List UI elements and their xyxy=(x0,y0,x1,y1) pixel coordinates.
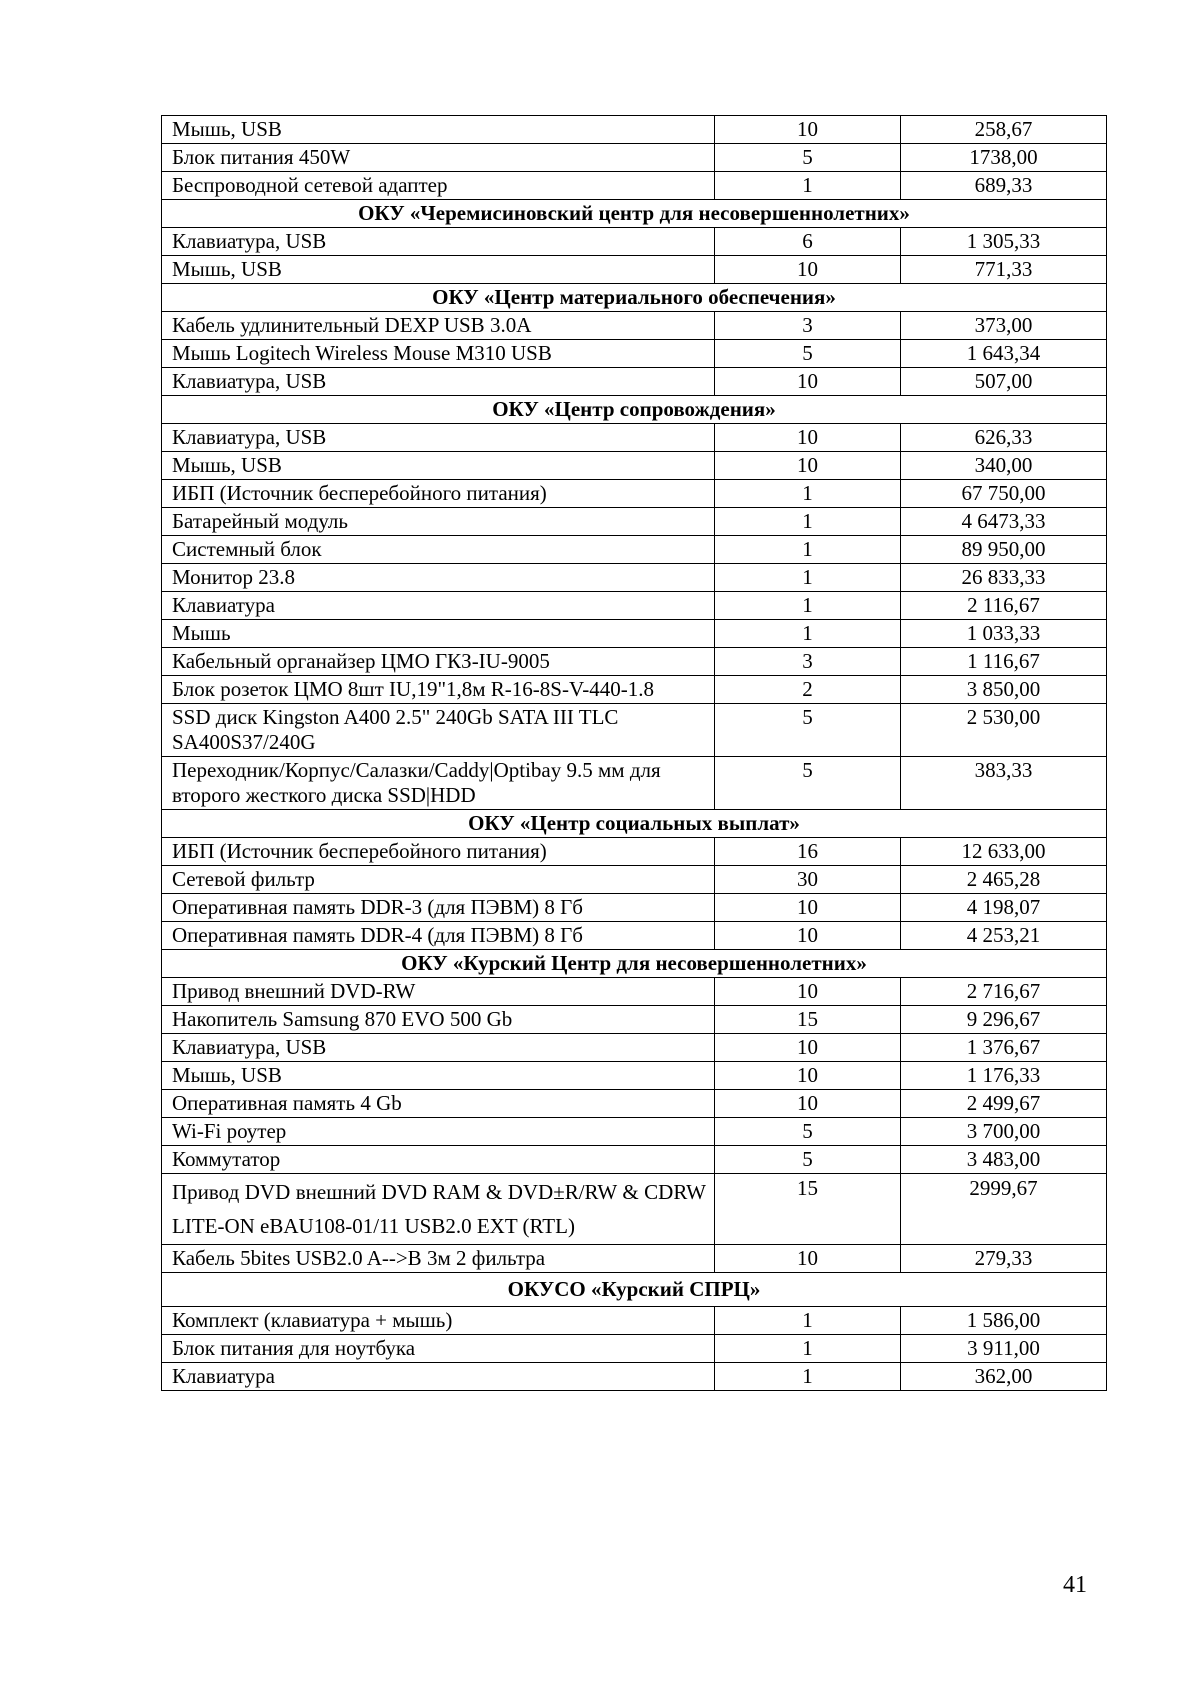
item-quantity-cell: 5 xyxy=(715,340,901,368)
table-row xyxy=(162,838,1107,866)
item-quantity-cell: 1 xyxy=(715,592,901,620)
table-row xyxy=(162,340,1107,368)
item-price-cell: 4 198,07 xyxy=(901,894,1107,922)
item-quantity-cell: 1 xyxy=(715,1307,901,1335)
item-price-cell: 9 296,67 xyxy=(901,1006,1107,1034)
section-header-row xyxy=(162,1273,1107,1307)
table-row xyxy=(162,1146,1107,1174)
item-quantity-cell: 1 xyxy=(715,172,901,200)
item-name-cell: Привод DVD внешний DVD RAM & DVD±R/RW & CDRW LITE-ON eBAU108-01/11 USB2.0 EXT (RTL) xyxy=(162,1174,715,1245)
table-row xyxy=(162,1245,1107,1273)
item-price-cell: 1 116,67 xyxy=(901,648,1107,676)
item-name-cell: Блок питания для ноутбука xyxy=(162,1335,715,1363)
item-price-cell: 26 833,33 xyxy=(901,564,1107,592)
item-price-cell: 1 376,67 xyxy=(901,1034,1107,1062)
item-quantity-cell: 10 xyxy=(715,922,901,950)
item-price-cell: 2 116,67 xyxy=(901,592,1107,620)
table-row xyxy=(162,1307,1107,1335)
item-name-cell: Клавиатура, USB xyxy=(162,228,715,256)
item-price-cell: 4 6473,33 xyxy=(901,508,1107,536)
section-title: ОКУ «Центр сопровождения» xyxy=(162,396,1107,424)
item-price-cell: 89 950,00 xyxy=(901,536,1107,564)
table-row xyxy=(162,978,1107,1006)
item-quantity-cell: 10 xyxy=(715,256,901,284)
item-quantity-cell: 10 xyxy=(715,1245,901,1273)
item-price-cell: 3 700,00 xyxy=(901,1118,1107,1146)
item-quantity-cell: 5 xyxy=(715,757,901,810)
item-quantity-cell: 15 xyxy=(715,1006,901,1034)
item-name-cell: SSD диск Kingston A400 2.5" 240Gb SATA III TLC SA400S37/240G xyxy=(162,704,715,757)
item-price-cell: 626,33 xyxy=(901,424,1107,452)
section-header-row xyxy=(162,810,1107,838)
item-price-cell: 1 176,33 xyxy=(901,1062,1107,1090)
item-name-cell: Переходник/Корпус/Салазки/Caddy|Optibay 9.5 мм для второго жесткого диска SSD|HDD xyxy=(162,757,715,810)
item-name-cell: Клавиатура xyxy=(162,1363,715,1391)
item-name-cell: Клавиатура, USB xyxy=(162,424,715,452)
table-row xyxy=(162,1090,1107,1118)
section-title: ОКУ «Центр материального обеспечения» xyxy=(162,284,1107,312)
item-name-cell: Беспроводной сетевой адаптер xyxy=(162,172,715,200)
item-quantity-cell: 10 xyxy=(715,368,901,396)
item-name-cell: Оперативная память DDR-3 (для ПЭВМ) 8 Гб xyxy=(162,894,715,922)
item-name-cell: Мышь, USB xyxy=(162,116,715,144)
item-price-cell: 279,33 xyxy=(901,1245,1107,1273)
table-row xyxy=(162,1174,1107,1245)
item-price-cell: 4 253,21 xyxy=(901,922,1107,950)
table-row xyxy=(162,704,1107,757)
item-name-cell: Монитор 23.8 xyxy=(162,564,715,592)
section-header-row xyxy=(162,396,1107,424)
section-header-row xyxy=(162,200,1107,228)
item-name-cell: ИБП (Источник бесперебойного питания) xyxy=(162,480,715,508)
item-name-cell: Клавиатура xyxy=(162,592,715,620)
page-number: 41 xyxy=(1063,1572,1087,1598)
table-row xyxy=(162,592,1107,620)
item-quantity-cell: 15 xyxy=(715,1174,901,1245)
item-price-cell: 2 465,28 xyxy=(901,866,1107,894)
item-quantity-cell: 6 xyxy=(715,228,901,256)
table-row xyxy=(162,312,1107,340)
item-quantity-cell: 10 xyxy=(715,894,901,922)
item-quantity-cell: 10 xyxy=(715,1062,901,1090)
table-row xyxy=(162,228,1107,256)
item-quantity-cell: 1 xyxy=(715,564,901,592)
item-name-cell: Кабель 5bites USB2.0 A-->B 3м 2 фильтра xyxy=(162,1245,715,1273)
item-name-cell: Кабельный органайзер ЦМО ГКЗ-IU-9005 xyxy=(162,648,715,676)
item-name-cell: Мышь, USB xyxy=(162,1062,715,1090)
item-price-cell: 258,67 xyxy=(901,116,1107,144)
item-price-cell: 340,00 xyxy=(901,452,1107,480)
table-row xyxy=(162,1034,1107,1062)
item-price-cell: 2 499,67 xyxy=(901,1090,1107,1118)
item-quantity-cell: 3 xyxy=(715,648,901,676)
item-price-cell: 12 633,00 xyxy=(901,838,1107,866)
table-row xyxy=(162,648,1107,676)
item-price-cell: 373,00 xyxy=(901,312,1107,340)
item-price-cell: 2 716,67 xyxy=(901,978,1107,1006)
item-name-cell: Коммутатор xyxy=(162,1146,715,1174)
item-name-cell: Мышь, USB xyxy=(162,256,715,284)
table-row xyxy=(162,172,1107,200)
item-price-cell: 1 033,33 xyxy=(901,620,1107,648)
item-quantity-cell: 10 xyxy=(715,424,901,452)
item-name-cell: Мышь, USB xyxy=(162,452,715,480)
item-name-cell: Блок розеток ЦМО 8шт IU,19"1,8м R-16-8S-V-440-1.8 xyxy=(162,676,715,704)
item-price-cell: 362,00 xyxy=(901,1363,1107,1391)
item-name-cell: Мышь xyxy=(162,620,715,648)
item-quantity-cell: 5 xyxy=(715,144,901,172)
table-row xyxy=(162,866,1107,894)
equipment-table xyxy=(161,115,1107,1391)
item-name-cell: Wi-Fi роутер xyxy=(162,1118,715,1146)
item-price-cell: 3 483,00 xyxy=(901,1146,1107,1174)
table-row xyxy=(162,894,1107,922)
item-name-cell: ИБП (Источник бесперебойного питания) xyxy=(162,838,715,866)
item-price-cell: 2 530,00 xyxy=(901,704,1107,757)
item-name-cell: Сетевой фильтр xyxy=(162,866,715,894)
equipment-table-body xyxy=(162,116,1107,1391)
table-row xyxy=(162,452,1107,480)
item-price-cell: 1 643,34 xyxy=(901,340,1107,368)
item-quantity-cell: 1 xyxy=(715,480,901,508)
item-name-cell: Блок питания 450W xyxy=(162,144,715,172)
item-quantity-cell: 16 xyxy=(715,838,901,866)
section-header-row xyxy=(162,284,1107,312)
item-quantity-cell: 1 xyxy=(715,1363,901,1391)
table-row xyxy=(162,620,1107,648)
item-name-cell: Системный блок xyxy=(162,536,715,564)
item-quantity-cell: 1 xyxy=(715,620,901,648)
table-row xyxy=(162,116,1107,144)
item-quantity-cell: 10 xyxy=(715,1090,901,1118)
item-quantity-cell: 1 xyxy=(715,1335,901,1363)
item-name-cell: Кабель удлинительный DEXP USB 3.0A xyxy=(162,312,715,340)
table-row xyxy=(162,676,1107,704)
table-row xyxy=(162,564,1107,592)
item-name-cell: Комплект (клавиатура + мышь) xyxy=(162,1307,715,1335)
item-quantity-cell: 30 xyxy=(715,866,901,894)
item-quantity-cell: 5 xyxy=(715,1146,901,1174)
item-quantity-cell: 1 xyxy=(715,536,901,564)
table-row xyxy=(162,144,1107,172)
item-price-cell: 67 750,00 xyxy=(901,480,1107,508)
item-price-cell: 689,33 xyxy=(901,172,1107,200)
item-price-cell: 771,33 xyxy=(901,256,1107,284)
item-name-cell: Клавиатура, USB xyxy=(162,1034,715,1062)
section-title: ОКУСО «Курский СПРЦ» xyxy=(162,1273,1107,1307)
item-quantity-cell: 5 xyxy=(715,704,901,757)
item-price-cell: 507,00 xyxy=(901,368,1107,396)
item-name-cell: Накопитель Samsung 870 EVO 500 Gb xyxy=(162,1006,715,1034)
table-row xyxy=(162,508,1107,536)
section-title: ОКУ «Курский Центр для несовершеннолетних» xyxy=(162,950,1107,978)
item-quantity-cell: 5 xyxy=(715,1118,901,1146)
table-row xyxy=(162,368,1107,396)
section-header-row xyxy=(162,950,1107,978)
item-name-cell: Батарейный модуль xyxy=(162,508,715,536)
section-title: ОКУ «Центр социальных выплат» xyxy=(162,810,1107,838)
table-row xyxy=(162,480,1107,508)
item-quantity-cell: 10 xyxy=(715,116,901,144)
table-row xyxy=(162,1363,1107,1391)
item-quantity-cell: 10 xyxy=(715,978,901,1006)
item-name-cell: Оперативная память DDR-4 (для ПЭВМ) 8 Гб xyxy=(162,922,715,950)
item-price-cell: 1 586,00 xyxy=(901,1307,1107,1335)
item-price-cell: 383,33 xyxy=(901,757,1107,810)
table-row xyxy=(162,424,1107,452)
table-row xyxy=(162,922,1107,950)
table-row xyxy=(162,1006,1107,1034)
table-row xyxy=(162,256,1107,284)
item-quantity-cell: 2 xyxy=(715,676,901,704)
item-quantity-cell: 10 xyxy=(715,452,901,480)
item-price-cell: 3 850,00 xyxy=(901,676,1107,704)
item-name-cell: Привод внешний DVD-RW xyxy=(162,978,715,1006)
item-quantity-cell: 1 xyxy=(715,508,901,536)
item-price-cell: 3 911,00 xyxy=(901,1335,1107,1363)
table-row xyxy=(162,1062,1107,1090)
item-quantity-cell: 10 xyxy=(715,1034,901,1062)
table-row xyxy=(162,1118,1107,1146)
item-name-cell: Мышь Logitech Wireless Mouse M310 USB xyxy=(162,340,715,368)
item-name-cell: Клавиатура, USB xyxy=(162,368,715,396)
item-price-cell: 2999,67 xyxy=(901,1174,1107,1245)
table-row xyxy=(162,536,1107,564)
table-row xyxy=(162,757,1107,810)
item-price-cell: 1 305,33 xyxy=(901,228,1107,256)
item-name-cell: Оперативная память 4 Gb xyxy=(162,1090,715,1118)
table-row xyxy=(162,1335,1107,1363)
section-title: ОКУ «Черемисиновский центр для несовершеннолетних» xyxy=(162,200,1107,228)
item-price-cell: 1738,00 xyxy=(901,144,1107,172)
item-quantity-cell: 3 xyxy=(715,312,901,340)
